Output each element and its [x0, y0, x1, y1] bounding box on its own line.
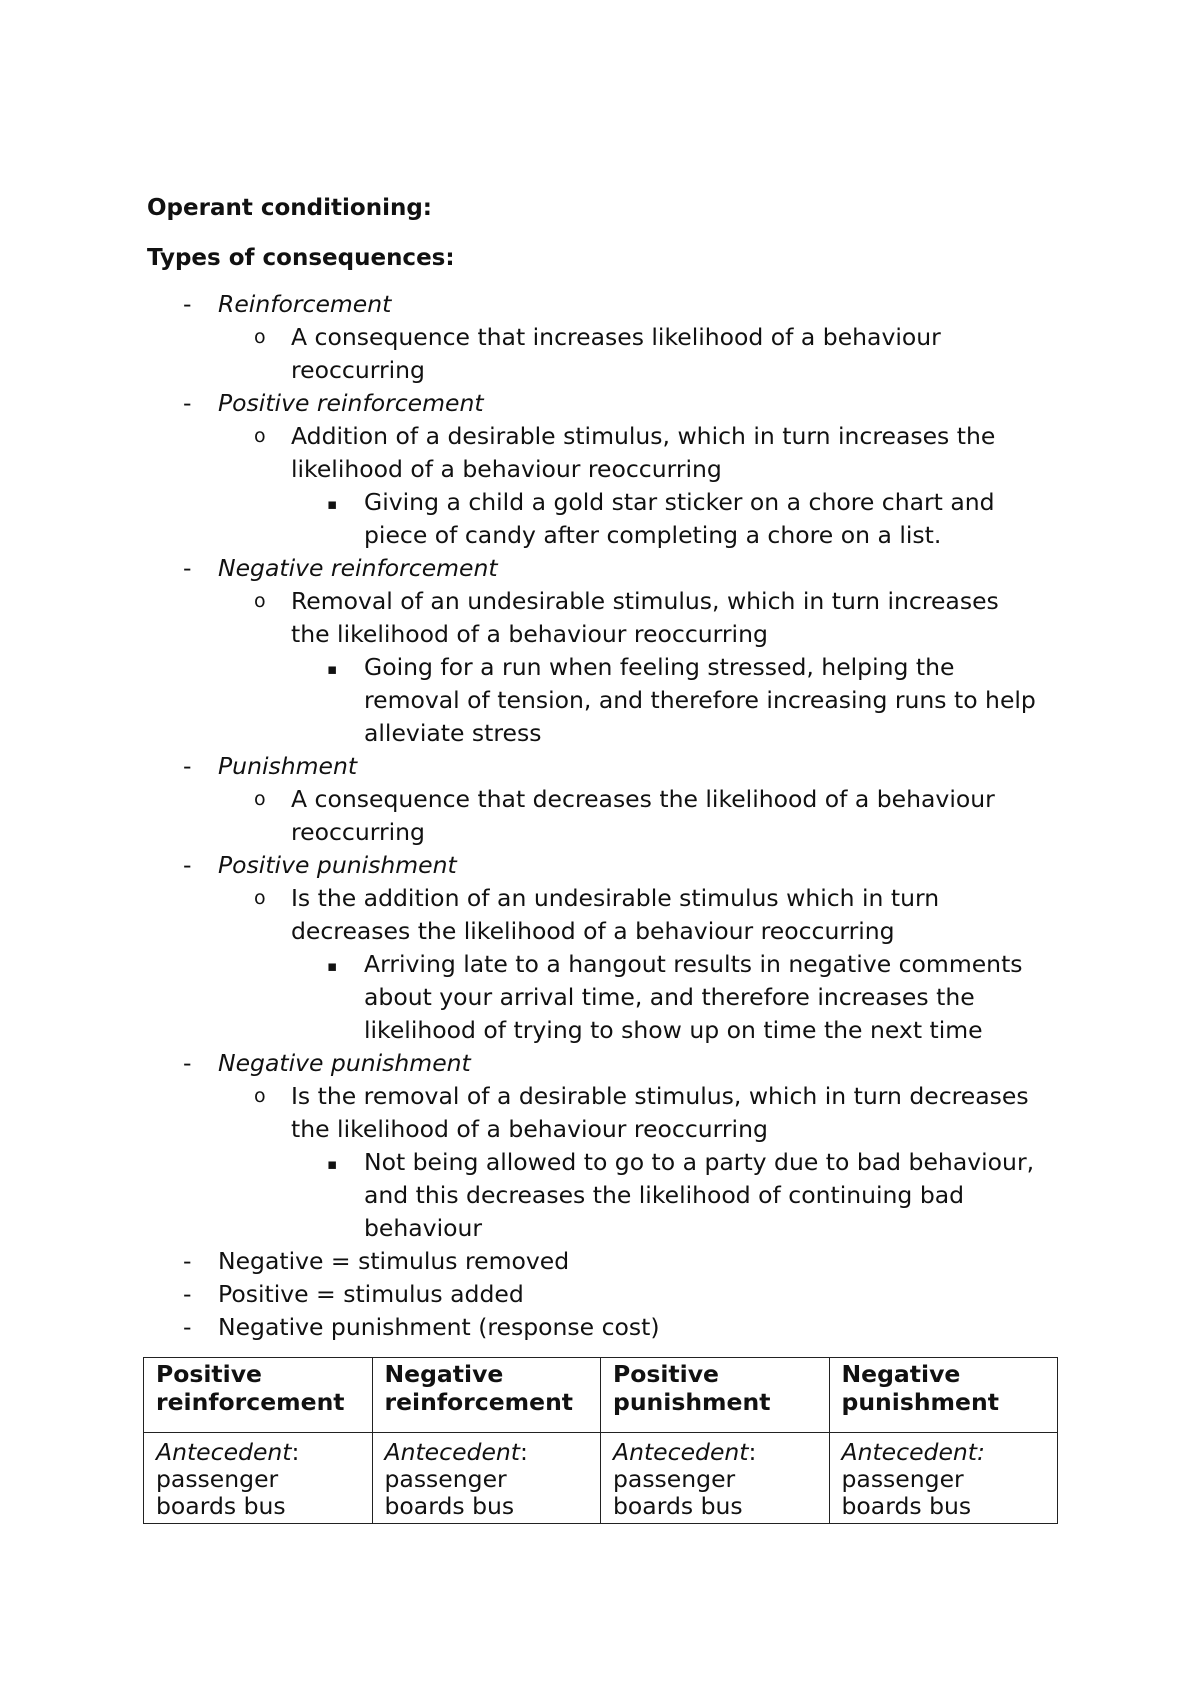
outline-text: Going for a run when feeling stressed, helping the	[364, 653, 955, 681]
outline-line	[0, 1113, 1200, 1146]
outline-text: Positive = stimulus added	[218, 1280, 524, 1308]
outline-text: likelihood of trying to show up on time the next time	[364, 1016, 983, 1044]
cell-text: passenger	[384, 1465, 507, 1493]
outline-text: likelihood of a behaviour reoccurring	[291, 455, 722, 483]
outline-line	[0, 1146, 1200, 1179]
outline-text: Positive punishment	[218, 851, 457, 879]
cell-text: boards bus	[384, 1492, 515, 1520]
circle-bullet-icon: o	[254, 425, 266, 447]
circle-bullet-icon: o	[254, 788, 266, 810]
outline-text: Positive reinforcement	[218, 389, 484, 417]
outline-text: Negative punishment (response cost)	[218, 1313, 660, 1341]
square-bullet-icon: ▪	[327, 957, 338, 975]
outline-line	[0, 1311, 1200, 1344]
circle-bullet-icon: o	[254, 590, 266, 612]
outline-text: Reinforcement	[218, 290, 392, 318]
table-row	[144, 1433, 1058, 1524]
outline-line	[0, 354, 1200, 387]
header-line: Negative	[841, 1360, 961, 1388]
table-cell	[601, 1433, 830, 1524]
outline-text: reoccurring	[291, 818, 425, 846]
outline-line	[0, 585, 1200, 618]
table-cell	[829, 1433, 1058, 1524]
outline-line	[0, 387, 1200, 420]
cell-text: boards bus	[156, 1492, 286, 1520]
page-title: Operant conditioning:	[147, 195, 432, 221]
outline-line	[0, 1245, 1200, 1278]
header-line: reinforcement	[156, 1388, 345, 1416]
antecedent-label: Antecedent	[156, 1438, 292, 1466]
header-negative-punishment	[829, 1358, 1058, 1433]
dash-bullet-icon: -	[183, 1313, 192, 1341]
outline-text: Giving a child a gold star sticker on a chore chart and	[364, 488, 995, 516]
outline-text: A consequence that increases likelihood of a behaviour	[291, 323, 941, 351]
cell-text: boards bus	[841, 1492, 972, 1520]
cell-text: passenger	[613, 1465, 736, 1493]
header-negative-reinforcement	[372, 1358, 601, 1433]
outline-line	[0, 1047, 1200, 1080]
header-line: reinforcement	[384, 1388, 574, 1416]
outline-line	[0, 750, 1200, 783]
dash-bullet-icon: -	[183, 1049, 192, 1077]
outline-text: about your arrival time, and therefore increases the	[364, 983, 975, 1011]
header-line: Positive	[156, 1360, 262, 1388]
consequence-table	[143, 1357, 1058, 1524]
dash-bullet-icon: -	[183, 752, 192, 780]
header-line: punishment	[613, 1388, 771, 1416]
outline-line	[0, 882, 1200, 915]
dash-bullet-icon: -	[183, 290, 192, 318]
section-heading: Types of consequences:	[147, 245, 455, 271]
outline-line	[0, 486, 1200, 519]
outline-line	[0, 783, 1200, 816]
outline-text: Negative punishment	[218, 1049, 471, 1077]
outline-text: Is the removal of a desirable stimulus, which in turn decreases	[291, 1082, 1029, 1110]
outline-text: Punishment	[218, 752, 358, 780]
dash-bullet-icon: -	[183, 851, 192, 879]
outline-line	[0, 849, 1200, 882]
outline-text: Is the addition of an undesirable stimulus which in turn	[291, 884, 940, 912]
outline-line	[0, 321, 1200, 354]
outline-text: Addition of a desirable stimulus, which in turn increases the	[291, 422, 996, 450]
dash-bullet-icon: -	[183, 1247, 192, 1275]
antecedent-label: Antecedent:	[841, 1438, 985, 1466]
square-bullet-icon: ▪	[327, 660, 338, 678]
outline-line	[0, 1278, 1200, 1311]
outline-text: alleviate stress	[364, 719, 542, 747]
outline-line	[0, 1014, 1200, 1047]
outline-line	[0, 453, 1200, 486]
outline-line	[0, 420, 1200, 453]
dash-bullet-icon: -	[183, 389, 192, 417]
circle-bullet-icon: o	[254, 1085, 266, 1107]
outline-line	[0, 618, 1200, 651]
dash-bullet-icon: -	[183, 1280, 192, 1308]
outline-text: the likelihood of a behaviour reoccurring	[291, 1115, 768, 1143]
cell-text: boards bus	[613, 1492, 743, 1520]
bullet-outline	[0, 288, 1200, 1344]
table-cell	[372, 1433, 601, 1524]
header-line: Positive	[613, 1360, 719, 1388]
outline-text: decreases the likelihood of a behaviour reoccurring	[291, 917, 895, 945]
square-bullet-icon: ▪	[327, 1155, 338, 1173]
outline-text: reoccurring	[291, 356, 425, 384]
outline-text: removal of tension, and therefore increasing runs to help	[364, 686, 1036, 714]
outline-line	[0, 915, 1200, 948]
label-separator: :	[291, 1438, 300, 1466]
header-positive-reinforcement	[144, 1358, 373, 1433]
outline-line	[0, 1179, 1200, 1212]
circle-bullet-icon: o	[254, 887, 266, 909]
antecedent-label: Antecedent	[384, 1438, 521, 1466]
outline-text: Removal of an undesirable stimulus, which in turn increases	[291, 587, 999, 615]
outline-text: A consequence that decreases the likelihood of a behaviour	[291, 785, 995, 813]
outline-text: Negative = stimulus removed	[218, 1247, 570, 1275]
outline-line	[0, 651, 1200, 684]
circle-bullet-icon: o	[254, 326, 266, 348]
square-bullet-icon: ▪	[327, 495, 338, 513]
outline-line	[0, 288, 1200, 321]
outline-line	[0, 981, 1200, 1014]
outline-line	[0, 519, 1200, 552]
outline-line	[0, 684, 1200, 717]
outline-line	[0, 1212, 1200, 1245]
outline-text: the likelihood of a behaviour reoccurring	[291, 620, 768, 648]
label-separator: :	[748, 1438, 757, 1466]
label-separator: :	[520, 1438, 528, 1466]
outline-text: and this decreases the likelihood of continuing bad	[364, 1181, 965, 1209]
outline-text: piece of candy after completing a chore on a list.	[364, 521, 942, 549]
header-line: Negative	[384, 1360, 504, 1388]
outline-line	[0, 552, 1200, 585]
header-positive-punishment	[601, 1358, 830, 1433]
cell-text: passenger	[156, 1465, 279, 1493]
outline-line	[0, 816, 1200, 849]
outline-text: Arriving late to a hangout results in negative comments	[364, 950, 1023, 978]
outline-line	[0, 948, 1200, 981]
antecedent-label: Antecedent	[613, 1438, 749, 1466]
outline-text: Negative reinforcement	[218, 554, 498, 582]
table-header-row	[144, 1358, 1058, 1433]
cell-text: passenger	[841, 1465, 964, 1493]
outline-text: behaviour	[364, 1214, 483, 1242]
outline-text: Not being allowed to go to a party due to bad behaviour,	[364, 1148, 1035, 1176]
table-cell	[144, 1433, 373, 1524]
dash-bullet-icon: -	[183, 554, 192, 582]
outline-line	[0, 1080, 1200, 1113]
outline-line	[0, 717, 1200, 750]
header-line: punishment	[841, 1388, 999, 1416]
